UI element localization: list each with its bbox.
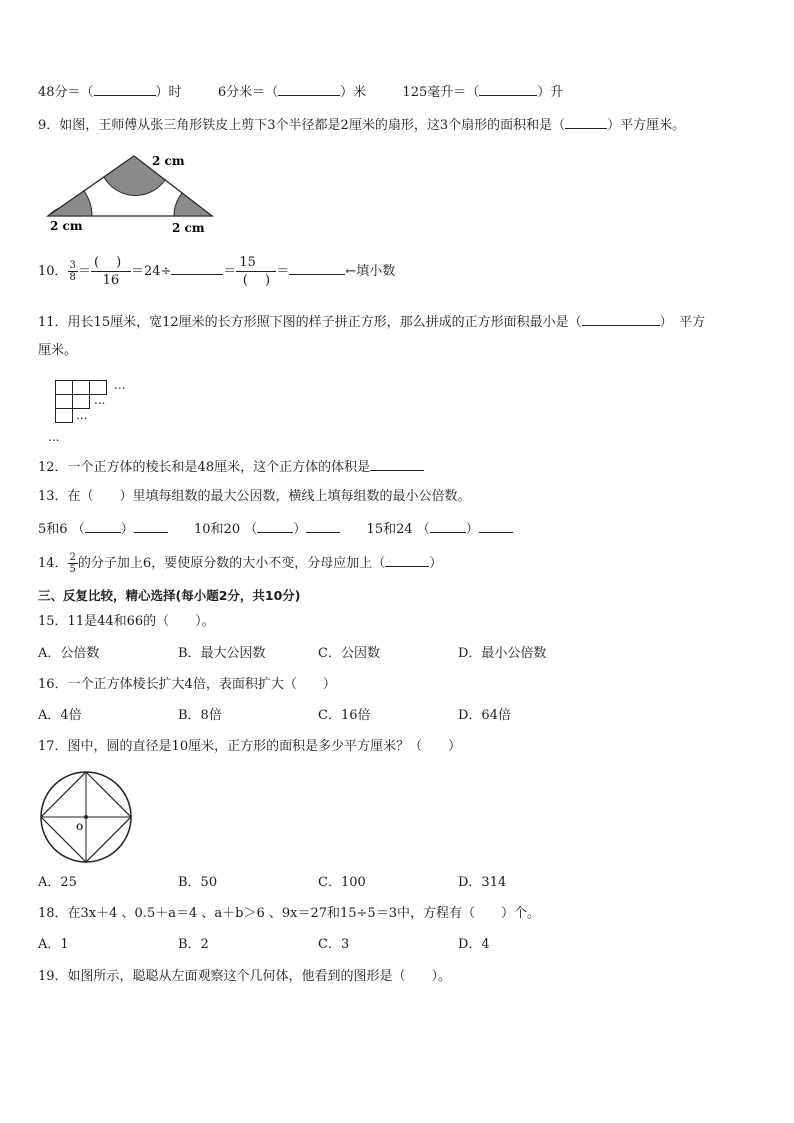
q9-tail: ）平方厘米。	[607, 118, 686, 133]
q17-options	[38, 874, 598, 892]
q8-c-left: 125毫升＝（	[402, 85, 480, 100]
q13-group-1: 5和6	[38, 522, 68, 537]
question-15: 15．11是44和66的（ ）。	[38, 614, 215, 629]
section-3-title: 三、反复比较，精心选择(每小题2分，共10分)	[38, 588, 301, 603]
q16-option-c[interactable]: C．16倍	[318, 708, 371, 723]
q18-option-b[interactable]: B．2	[178, 937, 209, 952]
q8-c-right: ）升	[537, 85, 564, 100]
question-18: 18．在3x＋4 、0.5＋a＝4 、a＋b＞6 、9x＝27和15÷5＝3中，方程有（ ）个。	[38, 906, 540, 921]
q17-option-d[interactable]: D．314	[458, 875, 507, 890]
q10-fraction-15[interactable]: 15 ( )	[236, 254, 276, 289]
q8-a-right: ）时	[155, 85, 182, 100]
q13-g1-gcd[interactable]	[85, 519, 121, 533]
q17-option-c[interactable]: C．100	[318, 875, 366, 890]
q18-option-a[interactable]: A．1	[38, 937, 69, 952]
q8-c-blank[interactable]	[479, 82, 537, 96]
q10-blank-fraction[interactable]: ( ) 16	[91, 254, 131, 289]
label-right: 2 cm	[172, 221, 205, 235]
q11-dots-2: ...	[94, 393, 106, 407]
question-9	[38, 115, 685, 135]
equals-1: ＝	[77, 264, 91, 279]
q10-mid: ＝24÷	[130, 264, 172, 279]
q11-tail: ） 平方	[659, 315, 706, 330]
q13-g1-lcm[interactable]	[134, 519, 168, 533]
q16-option-a[interactable]: A．4倍	[38, 708, 82, 723]
q11-dots-1: ...	[114, 378, 126, 392]
q11-dots-4: ...	[48, 430, 60, 444]
q8-b-right: ）米	[340, 85, 367, 100]
q15-option-a[interactable]: A．公倍数	[38, 646, 100, 661]
question-10: 10． $\frac{3}{8}$ ＝ ( ) 16 ＝24÷ ＝ 15 ( ) ＝ ←填小数	[38, 255, 396, 288]
q13-group-3: 15和24	[366, 522, 413, 537]
q10-prefix: 10．	[38, 264, 68, 279]
q14-fraction: $\frac{2}{5}$	[69, 552, 76, 575]
q17-circle-square-figure	[36, 770, 138, 866]
q15-options	[38, 645, 598, 663]
q8-b-blank[interactable]	[278, 82, 340, 96]
q14-prefix: 14．	[38, 556, 68, 571]
q13-g3-lcm[interactable]	[479, 519, 513, 533]
q14-blank[interactable]	[385, 553, 429, 567]
q10-blank-decimal[interactable]	[289, 261, 345, 275]
question-12	[38, 457, 424, 477]
q8-a-blank[interactable]	[94, 82, 156, 96]
question-13: 13．在（ ）里填每组数的最大公因数，横线上填每组数的最小公倍数。	[38, 489, 471, 504]
question-14: 14． $\frac{2}{5}$ 的分子加上6，要使原分数的大小不变，分母应加上（ ）	[38, 552, 443, 575]
q18-option-c[interactable]: C．3	[318, 937, 350, 952]
label-left: 2 cm	[50, 219, 83, 233]
left-corner-sector	[48, 191, 92, 216]
question-8-row	[38, 82, 563, 102]
q18-options	[38, 936, 598, 954]
q11-blank[interactable]	[582, 312, 660, 326]
question-19: 19．如图所示，聪聪从左面观察这个几何体，他看到的图形是（ ）。	[38, 969, 452, 984]
q8-a-left: 48分＝（	[38, 85, 94, 100]
q15-option-c[interactable]: C．公因数	[318, 646, 380, 661]
question-11-line2: 厘米。	[38, 343, 78, 358]
q13-group-2: 10和20	[194, 522, 241, 537]
q15-option-b[interactable]: B．最大公因数	[178, 646, 266, 661]
center-label: o	[76, 819, 84, 833]
q16-option-d[interactable]: D．64倍	[458, 708, 511, 723]
q17-option-b[interactable]: B．50	[178, 875, 218, 890]
q13-g3-gcd[interactable]	[430, 519, 466, 533]
question-16: 16．一个正方体棱长扩大4倍，表面积扩大（ ）	[38, 677, 336, 692]
q14-text: 的分子加上6，要使原分数的大小不变，分母应加上（	[77, 556, 386, 571]
q9-blank[interactable]	[565, 115, 607, 129]
q10-blank-divisor[interactable]	[171, 261, 223, 275]
q16-option-b[interactable]: B．8倍	[178, 708, 222, 723]
q15-option-d[interactable]: D．最小公倍数	[458, 646, 547, 661]
q8-b-left: 6分米＝（	[217, 85, 279, 100]
question-11-line1	[38, 312, 705, 332]
label-top: 2 cm	[152, 154, 185, 168]
q13-g2-gcd[interactable]	[257, 519, 293, 533]
q9-text: 9．如图，王师傅从张三角形铁皮上剪下3个半径都是2厘米的扇形，这3个扇形的面积和是（	[38, 118, 566, 133]
q12-text: 12．一个正方体的棱长和是48厘米，这个正方体的体积是	[38, 460, 371, 475]
q17-option-a[interactable]: A．25	[38, 875, 77, 890]
q12-blank[interactable]	[370, 457, 424, 471]
q11-text: 11．用长15厘米，宽12厘米的长方形照下图的样子拼正方形，那么拼成的正方形面积最小是（	[38, 315, 582, 330]
q18-option-d[interactable]: D．4	[458, 937, 490, 952]
q13-g2-lcm[interactable]	[306, 519, 340, 533]
q11-dots-3: ...	[76, 408, 88, 422]
right-corner-sector	[174, 193, 212, 216]
q10-suffix: ←填小数	[345, 264, 396, 279]
q16-options	[38, 707, 598, 725]
q9-triangle-figure	[40, 148, 220, 240]
question-17: 17．图中，圆的直径是10厘米，正方形的面积是多少平方厘米？（ ）	[38, 739, 462, 754]
q10-fraction-3-8: $\frac{3}{8}$	[69, 260, 76, 283]
question-13-groups: 5和6 （ ） 10和20 （ ） 15和24 （ ）	[38, 519, 513, 539]
